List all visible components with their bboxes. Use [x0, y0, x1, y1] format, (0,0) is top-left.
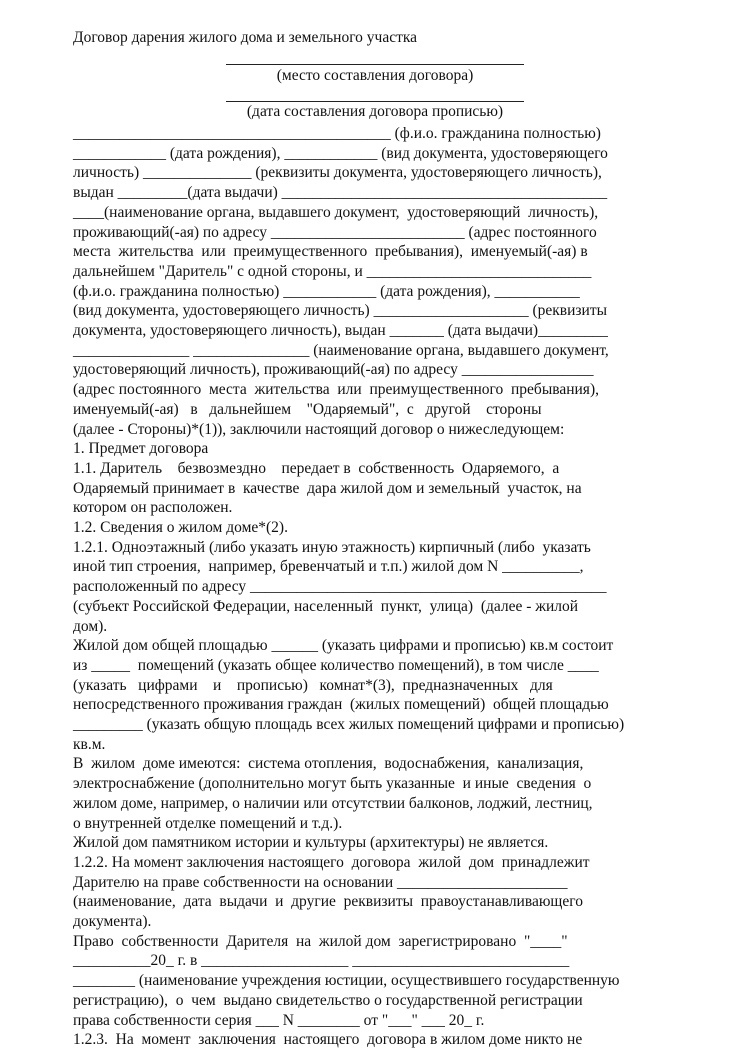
- document-line: (субъект Российской Федерации, населенный пункт, улица) (далее - жилой: [73, 597, 579, 615]
- document-line: Одаряемый принимает в качестве дара жилой дом и земельный участок, на: [73, 479, 582, 497]
- document-line: (указать цифрами и прописью) комнат*(3), предназначенных для: [73, 676, 553, 694]
- document-line: проживающий(-ая) по адресу _________________________ (адрес постоянного: [73, 223, 597, 241]
- document-line: расположенный по адресу ______________________________________________: [73, 578, 607, 596]
- document-line: ____(наименование органа, выдавшего документ, удостоверяющий личность),: [73, 203, 599, 221]
- document-line: _________ (указать общую площадь всех жилых помещений цифрами и прописью): [73, 716, 625, 733]
- document-line: выдан _________(дата выдачи) __________________________________________: [73, 184, 608, 202]
- document-line: из _____ помещений (указать общее количество помещений), в том числе ____: [73, 656, 599, 674]
- date-blank-line: [226, 101, 524, 102]
- document-line: 1.2. Сведения о жилом доме*(2).: [73, 519, 288, 536]
- document-line: 1.1. Даритель безвозмездно передает в собственность Одаряемого, а: [73, 459, 560, 477]
- document-line: Жилой дом памятником истории и культуры (архитектуры) не является.: [73, 834, 549, 852]
- document-line: ____________ (дата рождения), ____________ (вид документа, удостоверяющего: [73, 144, 608, 162]
- document-line: электроснабжение (дополнительно могут быть указанные и иные сведения о: [73, 775, 592, 793]
- document-line: (ф.и.о. гражданина полностью) ____________ (дата рождения), ___________: [73, 282, 580, 300]
- document-line: документа, удостоверяющего личность), выдан _______ (дата выдачи)_________: [73, 322, 608, 339]
- document-line: Жилой дом общей площадью ______ (указать цифрами и прописью) кв.м состоит: [73, 637, 614, 655]
- document-line: о внутренней отделке помещений и т.д.).: [73, 814, 343, 832]
- document-line: ________ (наименование учреждения юстиции, осуществившего государственную: [73, 972, 620, 990]
- document-line: именуемый(-ая) в дальнейшем "Одаряемый", с другой стороны: [73, 400, 542, 418]
- document-line: удостоверяющий личность), проживающий(-ая) по адресу _________________: [73, 361, 594, 379]
- document-line: личность) ______________ (реквизиты документа, удостоверяющего личность),: [73, 164, 602, 182]
- document-line: (вид документа, удостоверяющего личность) ____________________ (реквизиты: [73, 302, 608, 320]
- document-line: регистрацию), о чем выдано свидетельство о государственной регистрации: [73, 991, 583, 1009]
- document-line: места жительства или преимущественного пребывания), именуемый(-ая) в: [73, 243, 588, 261]
- document-line: _______________ _______________ (наименование органа, выдавшего документ,: [73, 341, 609, 359]
- document-line: иной тип строения, например, бревенчатый и т.п.) жилой дом N __________,: [73, 558, 584, 576]
- document-line: Дарителю на праве собственности на основании ______________________: [73, 873, 568, 891]
- document-line: (адрес постоянного места жительства или преимущественного пребывания),: [73, 381, 599, 399]
- document-line: 1.2.2. На момент заключения настоящего договора жилой дом принадлежит: [73, 853, 590, 871]
- document-line: кв.м.: [73, 735, 106, 753]
- document-line: дальнейшем "Даритель" с одной стороны, и _____________________________: [73, 262, 592, 280]
- document-line: __________20_ г. в ___________________ ____________________________: [73, 952, 570, 970]
- document-line: 1.2.3. На момент заключения настоящего договора в жилом доме никто не: [73, 1031, 583, 1049]
- document-line: котором он расположен.: [73, 499, 233, 517]
- document-line: Право собственности Дарителя на жилой дом зарегистрировано "____": [73, 932, 568, 950]
- document-line: непосредственного проживания граждан (жилых помещений) общей площадью: [73, 696, 609, 714]
- document-line: 1.2.1. Одноэтажный (либо указать иную этажность) кирпичный (либо указать: [73, 538, 591, 556]
- document-line: (наименование, дата выдачи и другие реквизиты правоустанавливающего: [73, 893, 583, 911]
- place-blank-line: [226, 64, 524, 65]
- document-line: 1. Предмет договора: [73, 440, 209, 458]
- document-line: дом).: [73, 617, 108, 635]
- place-caption: (место составления договора): [276, 67, 474, 84]
- document-line: жилом доме, например, о наличии или отсутствии балконов, лоджий, лестниц,: [73, 794, 593, 812]
- document-line: права собственности серия ___ N ________ от "___" ___ 20_ г.: [73, 1011, 485, 1029]
- document-line: документа).: [73, 913, 152, 930]
- document-line: В жилом доме имеются: система отопления, водоснабжения, канализация,: [73, 755, 584, 773]
- date-caption: (дата составления договора прописью): [246, 103, 504, 120]
- document-line: _________________________________________ (ф.и.о. гражданина полностью): [73, 125, 601, 142]
- document-line: (далее - Стороны)*(1)), заключили настоящий договор о нижеследующем:: [73, 420, 565, 438]
- document-title: Договор дарения жилого дома и земельного участка: [73, 29, 418, 46]
